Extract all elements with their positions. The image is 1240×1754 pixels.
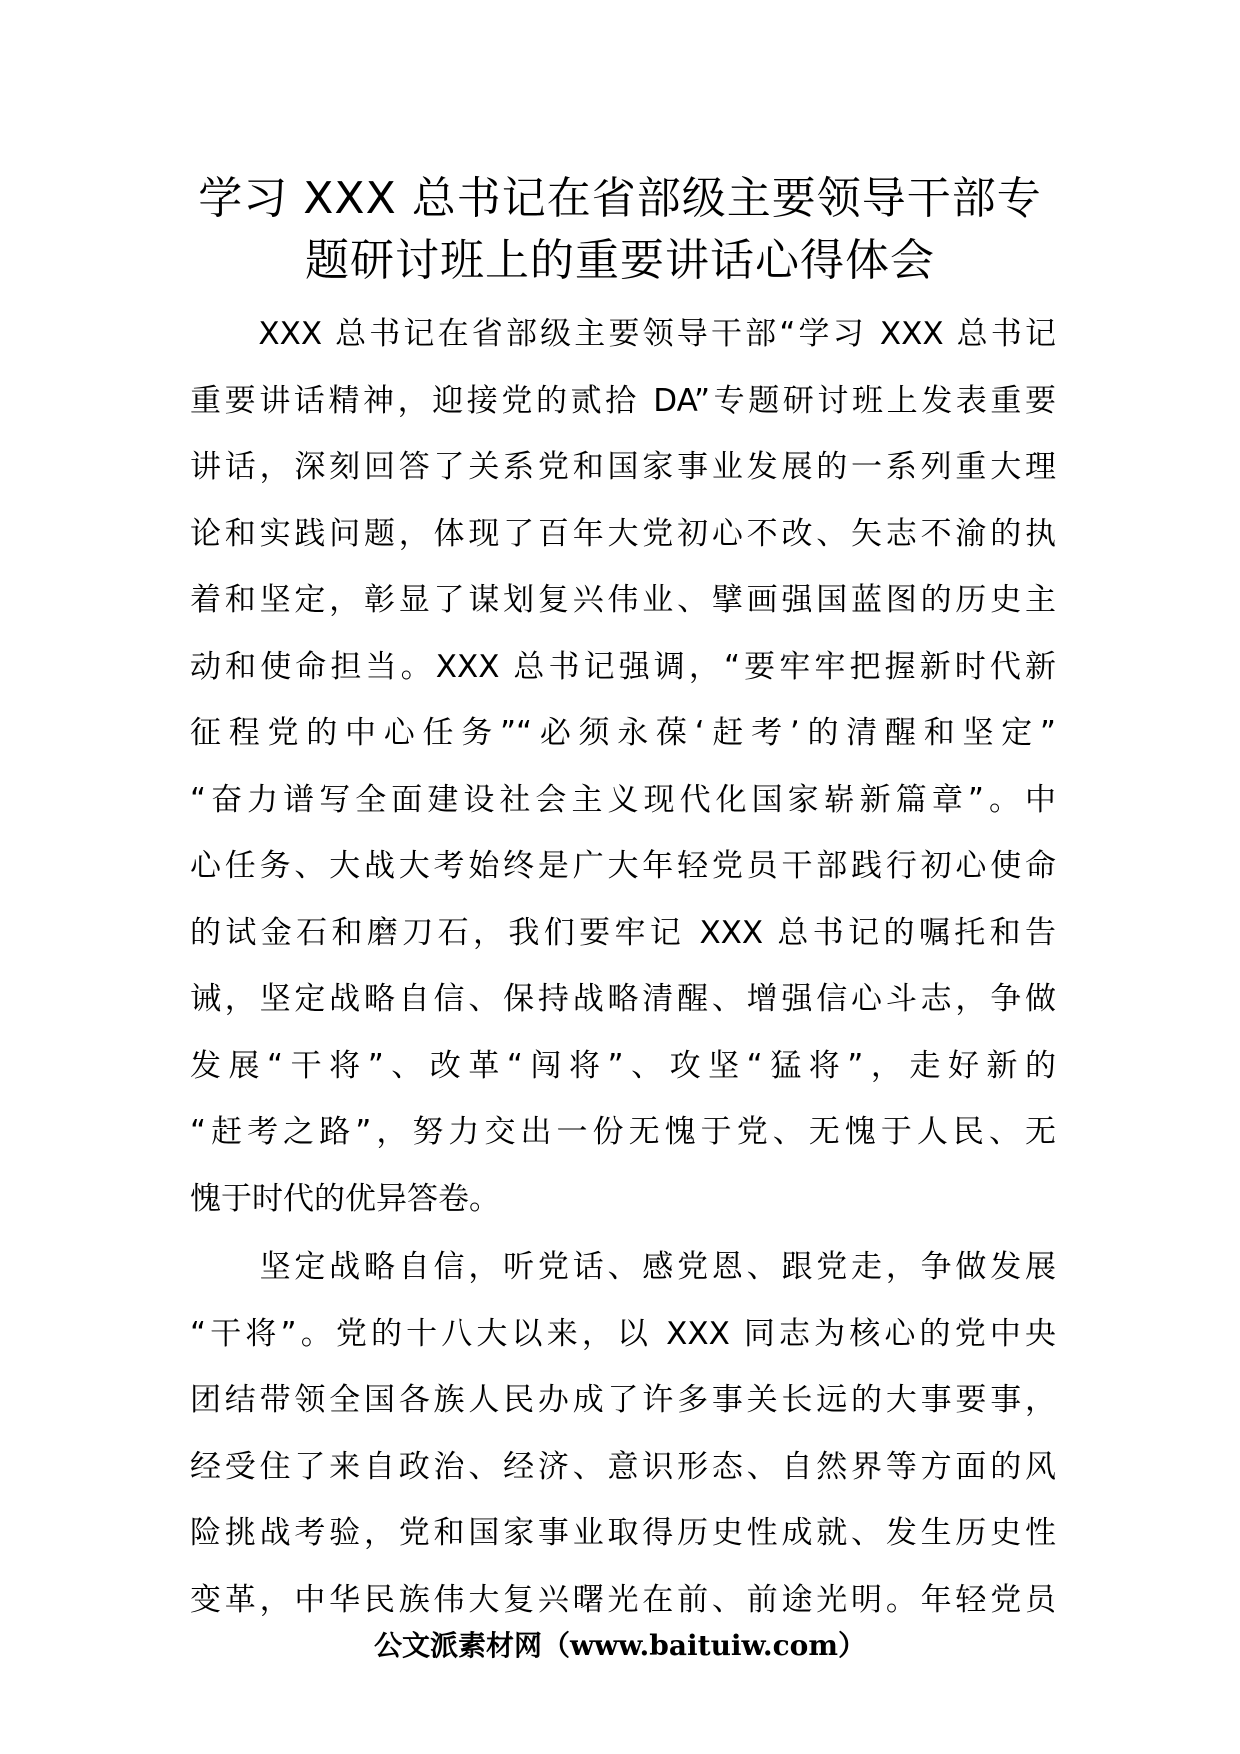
paragraph-line: XXX 总书记在省部级主要领导干部“学习 XXX 总书记 [190,316,1056,352]
paragraph-line: 讲话，深刻回答了关系党和国家事业发展的一系列重大理 [190,449,1056,485]
paragraph-1 [190,301,1056,1232]
footer-watermark: 公文派素材网（www.baituiw.com） [374,1629,866,1662]
paragraph-line: “干将”。党的十八大以来，以 XXX 同志为核心的党中央 [190,1315,1056,1352]
paragraph-line: 愧于时代的优异答卷。 [190,1180,500,1217]
paragraph-line: 发展“干将”、改革“闯将”、攻坚“猛将”，走好新的 [190,1047,1056,1084]
paragraph-line: 变革，中华民族伟大复兴曙光在前、前途光明。年轻党员 [190,1581,1056,1618]
document-title [160,168,1080,292]
paragraph-line: 着和坚定，彰显了谋划复兴伟业、擘画强国蓝图的历史主 [190,582,1056,618]
paragraph-line: 经受住了来自政治、经济、意识形态、自然界等方面的风 [190,1448,1056,1485]
paragraph-line: 重要讲话精神，迎接党的贰拾 DA”专题研讨班上发表重要 [190,382,1056,419]
paragraph-2 [190,1234,1056,1633]
paragraph-line: 的试金石和磨刀石，我们要牢记 XXX 总书记的嘱托和告 [190,914,1056,951]
paragraph-line: 心任务、大战大考始终是广大年轻党员干部践行初心使命 [190,848,1056,884]
paragraph-line: 团结带领全国各族人民办成了许多事关长远的大事要事， [190,1382,1056,1418]
paragraph-line: 险挑战考验，党和国家事业取得历史性成就、发生历史性 [190,1515,1056,1551]
paragraph-line: 征程党的中心任务”“必须永葆‘赶考’的清醒和坚定” [190,715,1056,751]
paragraph-line: 论和实践问题，体现了百年大党初心不改、矢志不渝的执 [190,515,1056,552]
document-body [190,301,1056,1633]
paragraph-line: “奋力谱写全面建设社会主义现代化国家崭新篇章”。中 [190,781,1056,818]
paragraph-line: 动和使命担当。XXX 总书记强调，“要牢牢把握新时代新 [190,648,1056,685]
paragraph-line: “赶考之路”，努力交出一份无愧于党、无愧于人民、无 [190,1114,1056,1150]
paragraph-line: 诫，坚定战略自信、保持战略清醒、增强信心斗志，争做 [190,981,1056,1017]
title-line-2: 题研讨班上的重要讲话心得体会 [305,235,935,286]
title-line-1: 学习 XXX 总书记在省部级主要领导干部专 [198,173,1042,224]
paragraph-line: 坚定战略自信，听党话、感党恩、跟党走，争做发展 [190,1249,1056,1285]
